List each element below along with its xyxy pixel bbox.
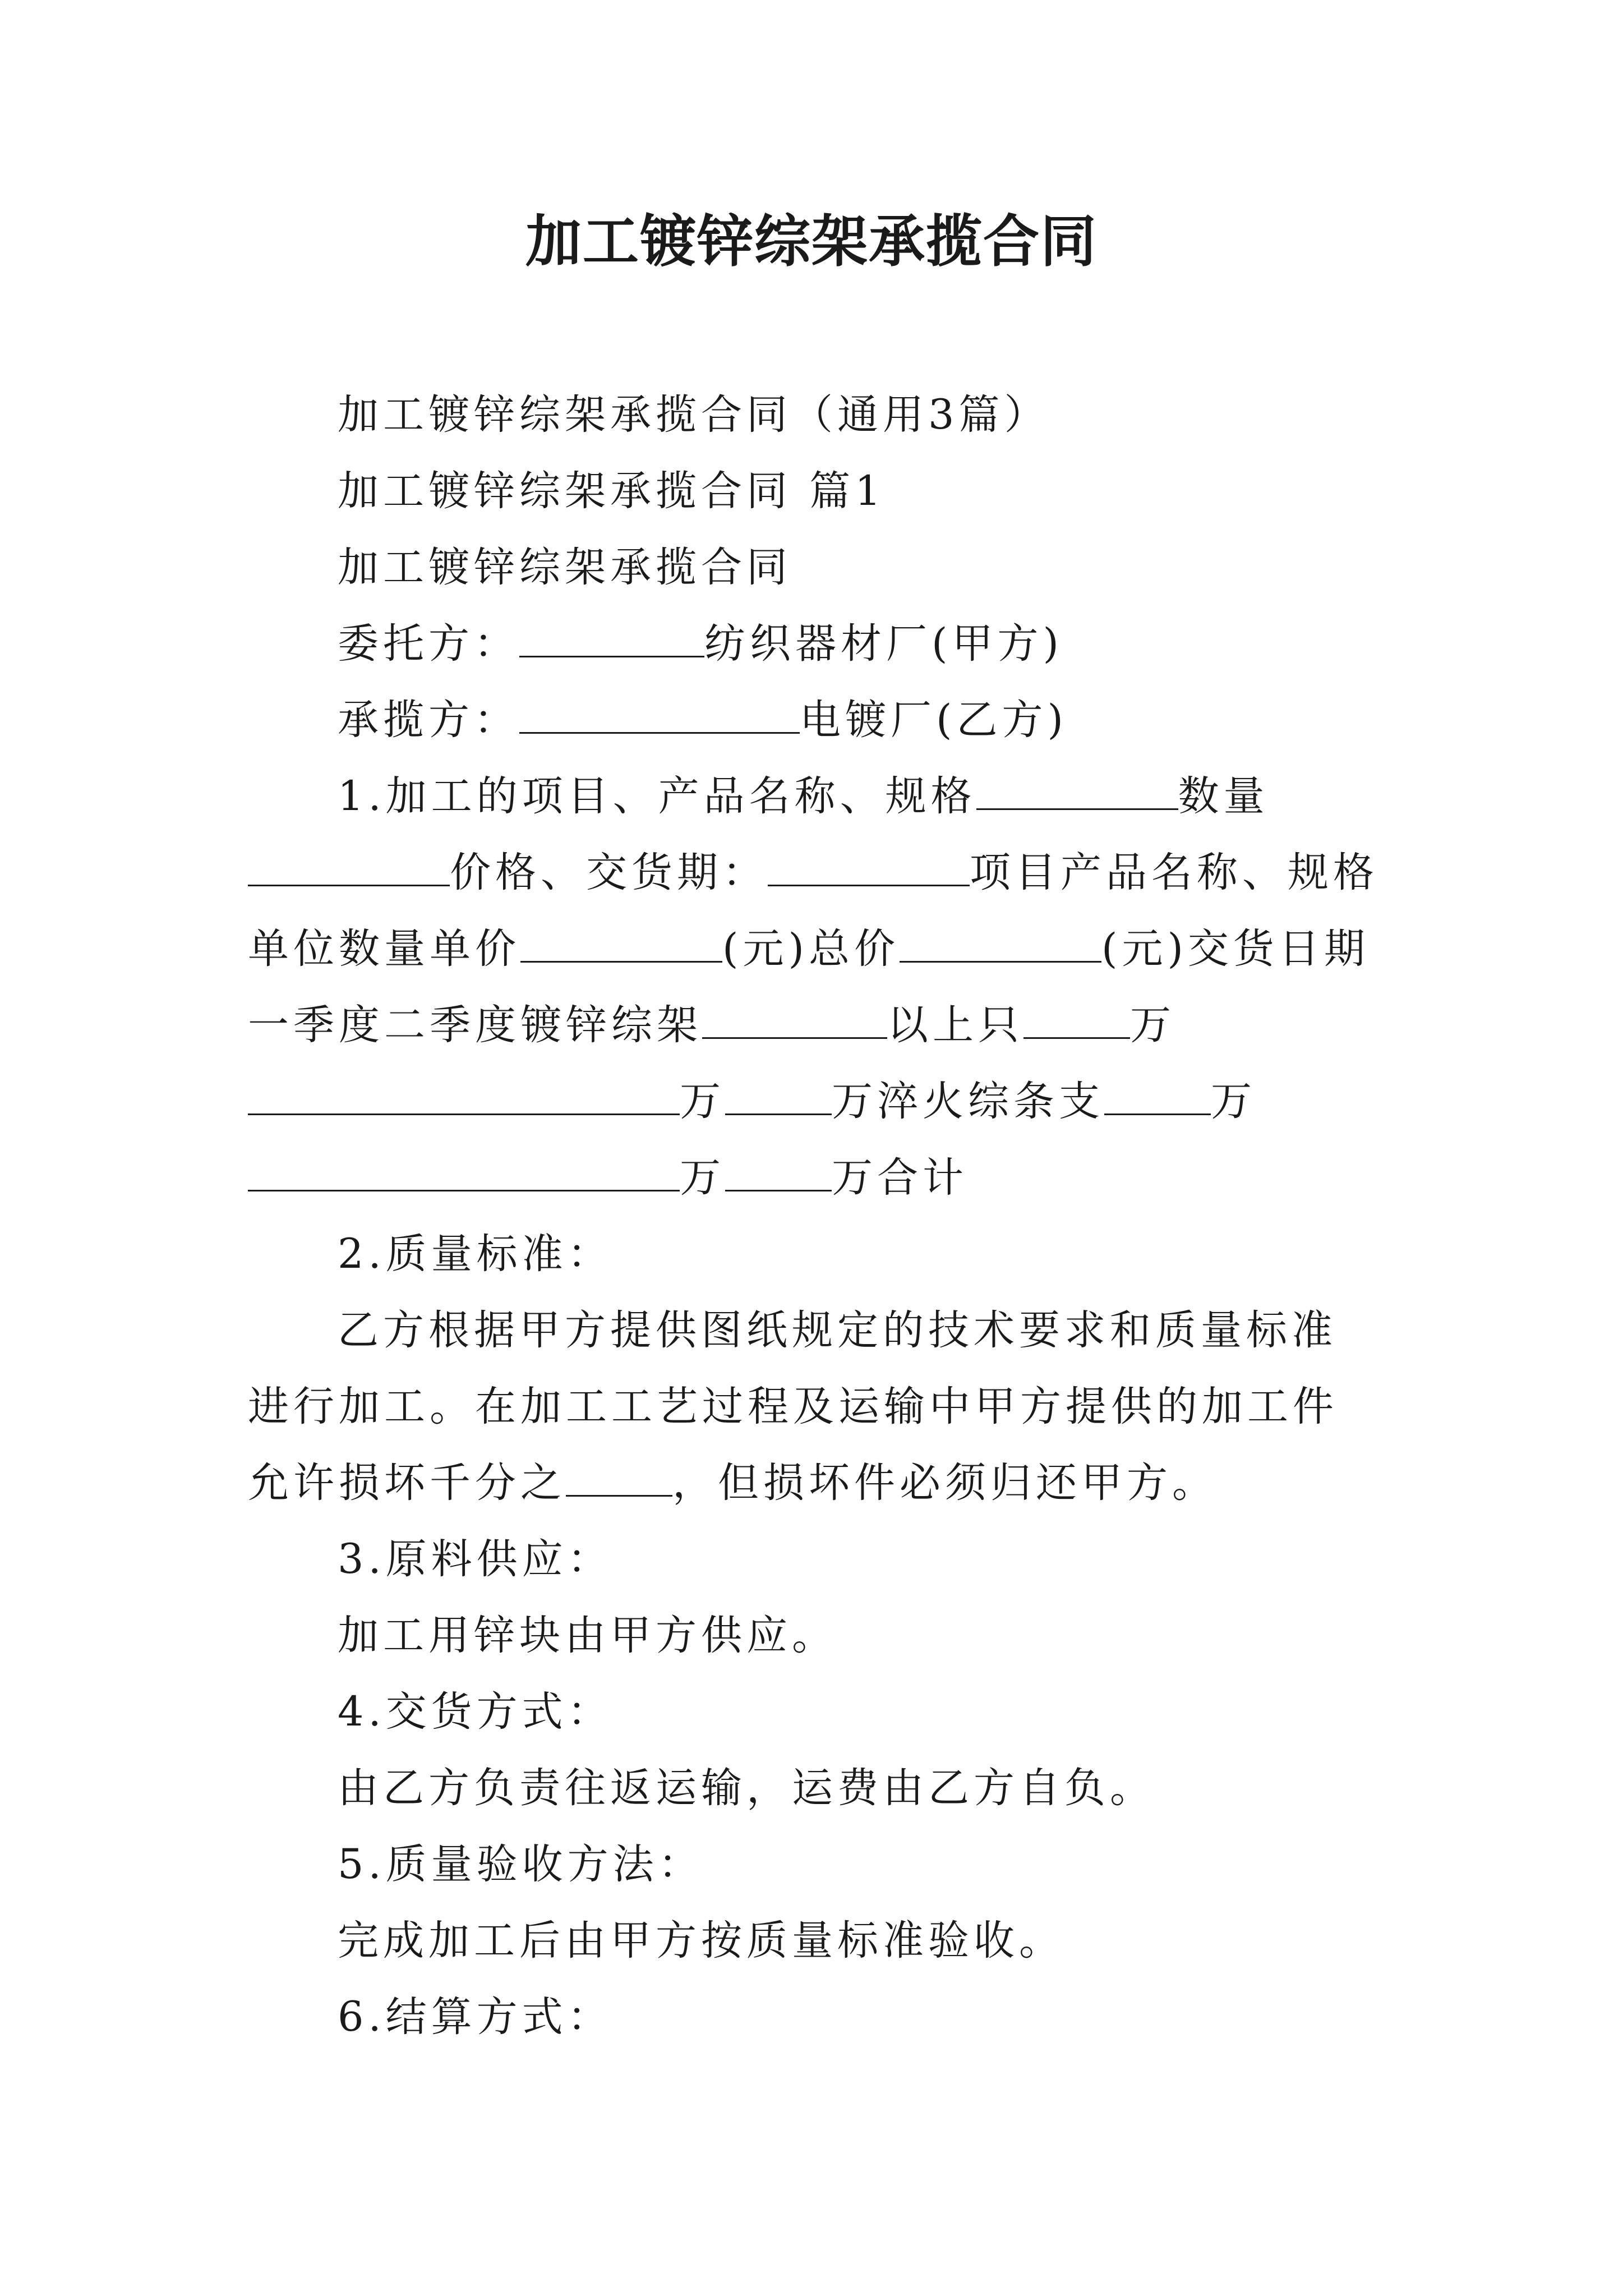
contractor-blank	[519, 697, 800, 734]
item-1-text-b: 数量	[1178, 772, 1269, 820]
document-body	[248, 377, 1381, 2055]
blank-spec	[976, 774, 1178, 810]
item-2-paragraph	[248, 1292, 1381, 1521]
item-1-text-e: (元)总价	[722, 925, 900, 973]
contractor-line	[248, 682, 1381, 758]
blank-short-2	[1104, 1079, 1211, 1115]
item-1-text-l: 万	[680, 1154, 725, 1202]
section-heading: 加工镀锌综架承揽合同 篇1	[338, 467, 886, 515]
item-4-heading: 4.交货方式：	[338, 1688, 613, 1736]
client-label: 委托方：	[338, 620, 519, 668]
item-1-text-c: 价格、交货期：	[450, 849, 768, 896]
item-3-heading: 3.原料供应：	[338, 1535, 613, 1583]
document-title: 加工镀锌综架承揽合同	[525, 208, 1098, 274]
item-2-heading: 2.质量标准：	[338, 1230, 613, 1278]
item-1-text-i: 万	[680, 1078, 725, 1125]
item-3-paragraph: 加工用锌块由甲方供应。	[338, 1612, 837, 1659]
item-1-text-m: 万合计	[832, 1154, 968, 1202]
subtitle-line: 加工镀锌综架承揽合同（通用3篇）	[338, 391, 1050, 439]
blank-long-1	[248, 1079, 680, 1115]
blank-total-price	[900, 926, 1101, 963]
item-6-heading: 6.结算方式：	[338, 1993, 613, 2041]
item-1-text-d: 项目产品名称、规格单位数量单价	[248, 849, 1378, 973]
item-1-text-a: 1.加工的项目、产品名称、规格	[338, 772, 976, 820]
item-1-text-g: 以上只	[887, 1001, 1023, 1049]
blank-long-2	[248, 1155, 680, 1191]
contractor-name: 电镀厂(乙方)	[800, 696, 1068, 744]
item-1-text-h: 万	[1130, 1001, 1175, 1049]
item-5-paragraph: 完成加工后由甲方按质量标准验收。	[338, 1917, 1064, 1964]
blank-quantity	[248, 850, 450, 886]
blank-short-3	[725, 1155, 832, 1191]
item-1-text-k: 万	[1211, 1078, 1256, 1125]
item-1-text-j: 万淬火综条支	[832, 1078, 1104, 1125]
blank-quarter-1	[702, 1002, 887, 1039]
client-line	[248, 606, 1381, 682]
contract-name: 加工镀锌综架承揽合同	[338, 544, 792, 591]
blank-damage-rate	[566, 1460, 672, 1497]
client-name: 纺织器材厂(甲方)	[704, 620, 1063, 668]
blank-short-1	[725, 1079, 832, 1115]
item-2-text-a: 乙方根据甲方提供图纸规定的技术要求和质量标准进行加工。在加工工艺过程及运输中甲方提供的加工件允许损坏千分之	[248, 1306, 1338, 1507]
blank-delivery	[768, 850, 970, 886]
item-2-text-b: ，但损坏件必须归还甲方。	[672, 1459, 1218, 1507]
blank-count	[1023, 1002, 1130, 1039]
item-4-paragraph: 由乙方负责往返运输，运费由乙方自负。	[338, 1764, 1155, 1812]
item-1-paragraph	[248, 758, 1381, 1216]
item-1-text-f: (元)交货日期一季度二季度镀锌综架	[248, 925, 1370, 1049]
item-5-heading: 5.质量验收方法：	[338, 1841, 704, 1888]
contractor-label: 承揽方：	[338, 696, 519, 744]
client-blank	[519, 621, 704, 657]
blank-unit-price	[520, 926, 722, 963]
